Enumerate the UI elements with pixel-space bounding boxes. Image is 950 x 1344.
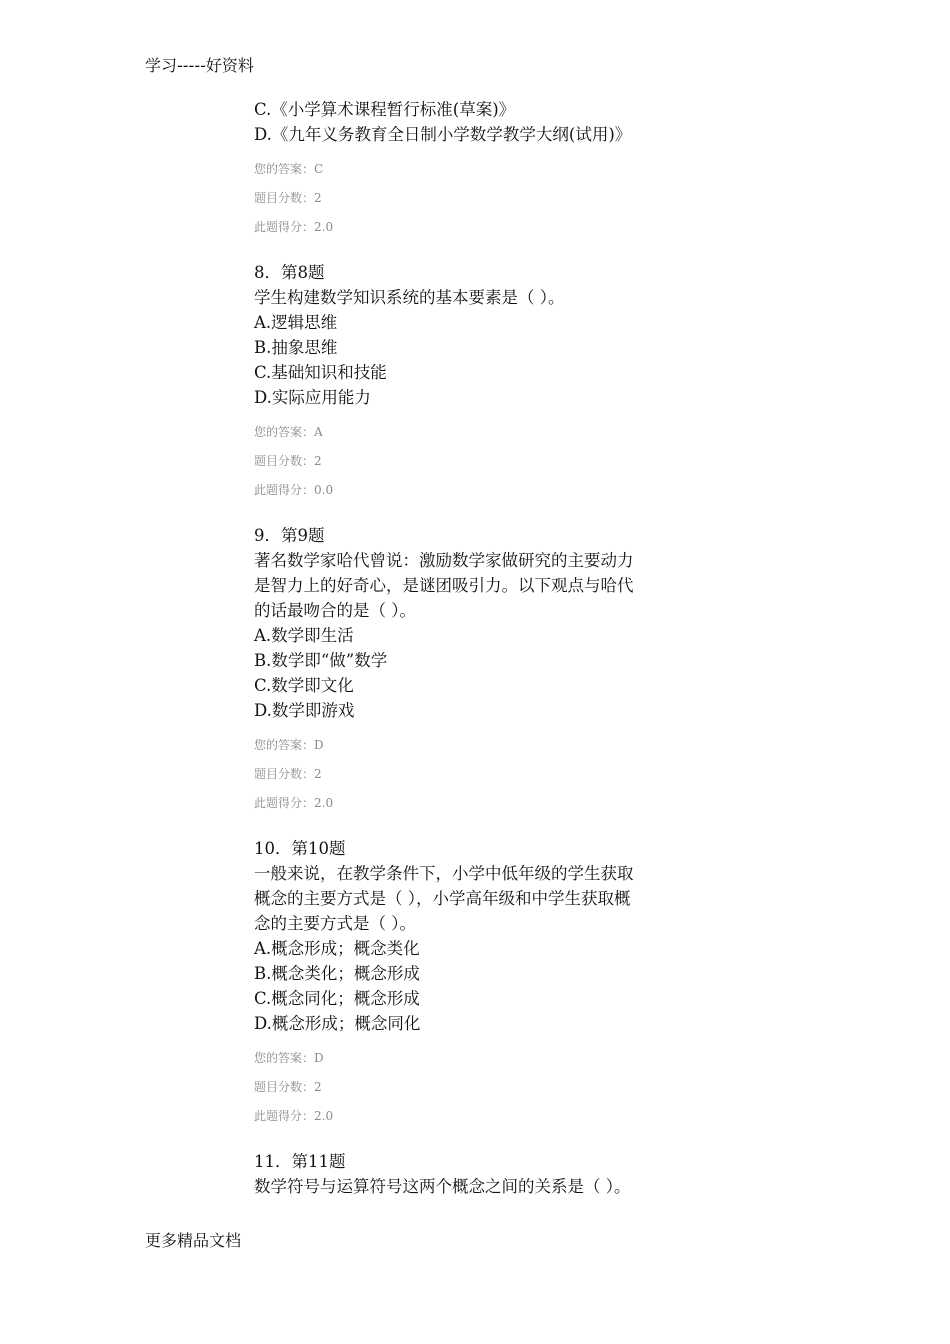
question-9	[254, 523, 714, 818]
question-stem-line: 一般来说，在教学条件下，小学中低年级的学生获取	[254, 864, 634, 883]
option-d: D.实际应用能力	[254, 388, 371, 407]
option-c: C.概念同化；概念形成	[254, 989, 420, 1008]
question-stem-line: 的话最吻合的是（ ）。	[254, 601, 416, 620]
your-answer: 您的答案：D	[254, 738, 324, 752]
option-b: B.概念类化；概念形成	[254, 964, 420, 983]
question-stem-line: 是智力上的好奇心，是谜团吸引力。以下观点与哈代	[254, 576, 634, 595]
question-stem: 数学符号与运算符号这两个概念之间的关系是（ ）。	[254, 1177, 631, 1196]
page-footer: 更多精品文档	[145, 1231, 242, 1250]
question-score: 题目分数：2	[254, 454, 322, 468]
question-stem-line: 念的主要方式是（ ）。	[254, 914, 416, 933]
question-8	[254, 260, 714, 505]
question-title: 11．第11题	[254, 1152, 346, 1171]
option-d: D.概念形成；概念同化	[254, 1014, 421, 1033]
option-a: A.逻辑思维	[254, 313, 338, 332]
option-b: B.数学即“做”数学	[254, 651, 388, 670]
question-score: 题目分数：2	[254, 191, 322, 205]
answer-info	[254, 1044, 714, 1131]
option-a: A.数学即生活	[254, 626, 354, 645]
question-score: 题目分数：2	[254, 767, 322, 781]
question-11	[254, 1149, 714, 1199]
option-c: C.基础知识和技能	[254, 363, 387, 382]
option-b: B.抽象思维	[254, 338, 338, 357]
answer-info	[254, 731, 714, 818]
your-answer: 您的答案：A	[254, 425, 323, 439]
option-c: C.《小学算术课程暂行标准(草案)》	[254, 100, 516, 119]
obtained-score: 此题得分：2.0	[254, 220, 334, 234]
question-stem-line: 著名数学家哈代曾说：激励数学家做研究的主要动力	[254, 551, 634, 570]
question-stem-line: 概念的主要方式是（ ），小学高年级和中学生获取概	[254, 889, 631, 908]
answer-info	[254, 418, 714, 505]
question-stem: 学生构建数学知识系统的基本要素是（ ）。	[254, 288, 565, 307]
quiz-content	[254, 97, 714, 1199]
option-c: C.数学即文化	[254, 676, 354, 695]
question-title: 10．第10题	[254, 839, 346, 858]
your-answer: 您的答案：C	[254, 162, 324, 176]
answer-info	[254, 155, 714, 242]
question-title: 9．第9题	[254, 526, 325, 545]
obtained-score: 此题得分：2.0	[254, 796, 334, 810]
question-score: 题目分数：2	[254, 1080, 322, 1094]
option-d: D.数学即游戏	[254, 701, 355, 720]
your-answer: 您的答案：D	[254, 1051, 324, 1065]
question-10	[254, 836, 714, 1131]
question-title: 8．第8题	[254, 263, 325, 282]
question-7-partial	[254, 97, 714, 242]
obtained-score: 此题得分：0.0	[254, 483, 334, 497]
page-header: 学习-----好资料	[145, 56, 254, 75]
option-d: D.《九年义务教育全日制小学数学教学大纲(试用)》	[254, 125, 632, 144]
obtained-score: 此题得分：2.0	[254, 1109, 334, 1123]
option-a: A.概念形成；概念类化	[254, 939, 420, 958]
